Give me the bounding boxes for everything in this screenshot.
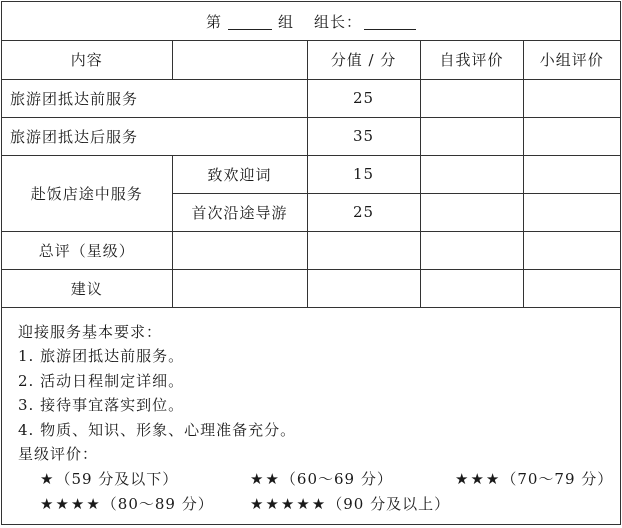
rating-row-2 <box>18 492 620 517</box>
rating-range: （70～79 分） <box>501 470 614 489</box>
suggestion-sub-cell[interactable] <box>172 269 307 307</box>
row-label-overall: 总评（星级） <box>2 231 172 269</box>
rating-row-1 <box>18 467 620 492</box>
table-row <box>2 117 620 155</box>
row-sub-tour: 首次沿途导游 <box>172 193 307 231</box>
star-icon: ★★★★★ <box>250 494 328 513</box>
col-header-sub <box>172 41 307 79</box>
evaluation-sheet <box>1 1 621 525</box>
list-item: 3. 接待事宜落实到位。 <box>18 396 185 415</box>
group-number-blank[interactable] <box>228 13 272 30</box>
self-eval-cell[interactable] <box>420 193 523 231</box>
overall-score-cell[interactable] <box>307 231 420 269</box>
row-label-suggestion: 建议 <box>2 269 172 307</box>
table-row <box>2 79 620 117</box>
list-item: 1. 旅游团抵达前服务。 <box>18 347 185 366</box>
suggestion-score-cell[interactable] <box>307 269 420 307</box>
row-score-welcome: 15 <box>307 155 420 193</box>
row-label-pre-arrival: 旅游团抵达前服务 <box>2 79 307 117</box>
col-header-self-eval: 自我评价 <box>420 41 523 79</box>
col-header-group-eval: 小组评价 <box>523 41 620 79</box>
rating-range: （60～69 分） <box>280 470 393 489</box>
self-eval-cell[interactable] <box>420 79 523 117</box>
self-eval-cell[interactable] <box>420 231 523 269</box>
row-label-post-arrival: 旅游团抵达后服务 <box>2 117 307 155</box>
table-row <box>2 269 620 307</box>
list-item: 2. 活动日程制定详细。 <box>18 371 185 390</box>
header-row <box>2 2 620 41</box>
table-row <box>2 155 620 193</box>
self-eval-cell[interactable] <box>420 155 523 193</box>
group-eval-cell[interactable] <box>523 231 620 269</box>
group-suffix: 组 <box>277 12 294 31</box>
group-eval-cell[interactable] <box>523 117 620 155</box>
requirements-notes <box>2 308 620 517</box>
table-header-row <box>2 41 620 79</box>
rating-4-star <box>40 492 250 517</box>
list-item: 4. 物质、知识、形象、心理准备充分。 <box>18 420 297 439</box>
evaluation-table <box>2 41 620 308</box>
star-icon: ★★★ <box>455 470 502 489</box>
rating-3-star <box>455 467 613 492</box>
row-label-en-route: 赴饭店途中服务 <box>2 155 172 231</box>
col-header-content: 内容 <box>2 41 172 79</box>
rating-title: 星级评价： <box>18 445 99 464</box>
group-eval-cell[interactable] <box>523 79 620 117</box>
row-score-post-arrival: 35 <box>307 117 420 155</box>
star-icon: ★★ <box>250 470 281 489</box>
group-eval-cell[interactable] <box>523 269 620 307</box>
leader-name-blank[interactable] <box>364 13 416 30</box>
rating-2-star <box>250 467 455 492</box>
rating-range: （90 分及以上） <box>327 494 451 513</box>
star-icon: ★ <box>40 470 56 489</box>
rating-1-star <box>40 467 250 492</box>
leader-label: 组长： <box>314 12 363 31</box>
self-eval-cell[interactable] <box>420 117 523 155</box>
rating-range: （80～89 分） <box>101 494 214 513</box>
col-header-score: 分值 / 分 <box>307 41 420 79</box>
rating-range: （59 分及以下） <box>55 470 179 489</box>
group-eval-cell[interactable] <box>523 155 620 193</box>
self-eval-cell[interactable] <box>420 269 523 307</box>
rating-5-star <box>250 492 450 517</box>
row-sub-welcome: 致欢迎词 <box>172 155 307 193</box>
group-prefix: 第 <box>205 12 222 31</box>
notes-title: 迎接服务基本要求： <box>18 322 163 341</box>
overall-sub-cell[interactable] <box>172 231 307 269</box>
row-score-pre-arrival: 25 <box>307 79 420 117</box>
star-icon: ★★★★ <box>40 494 102 513</box>
group-eval-cell[interactable] <box>523 193 620 231</box>
row-score-tour: 25 <box>307 193 420 231</box>
table-row <box>2 231 620 269</box>
